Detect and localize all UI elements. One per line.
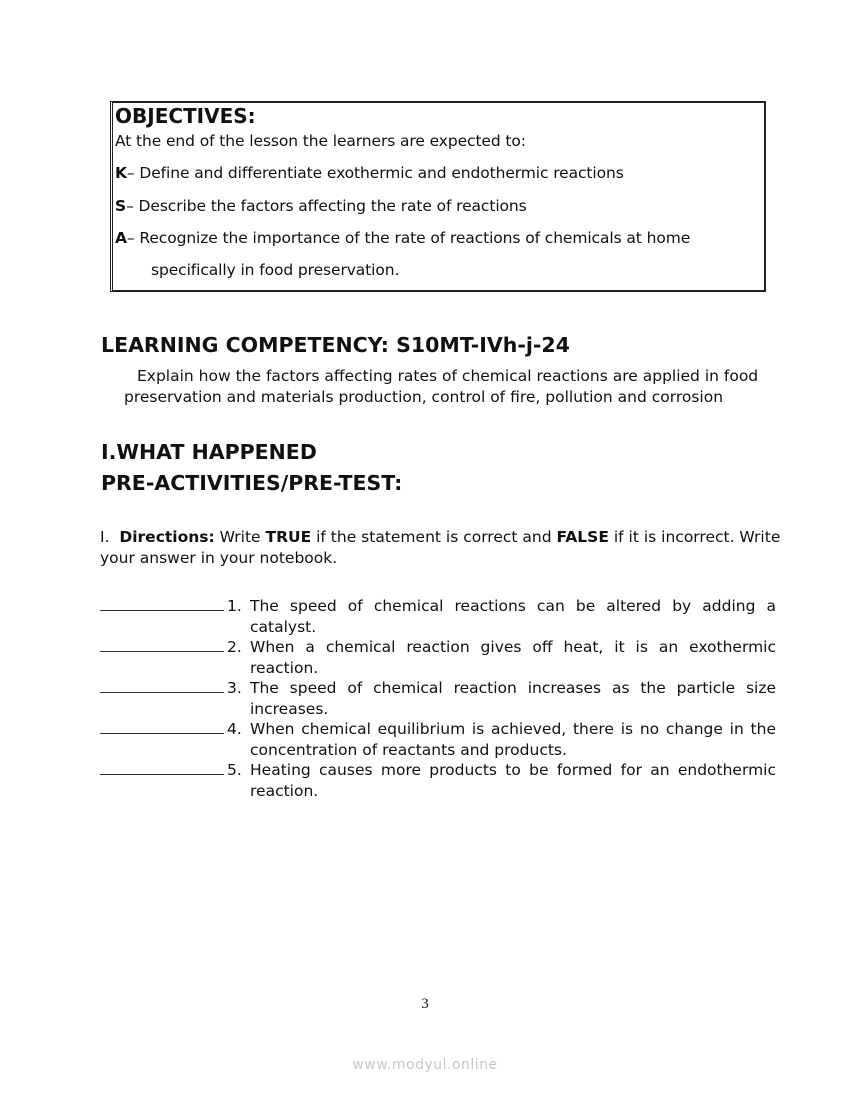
item-number: 1. bbox=[227, 597, 242, 615]
item-number: 4. bbox=[227, 720, 242, 738]
item-text bbox=[250, 596, 776, 637]
test-item bbox=[100, 760, 776, 801]
item-number: 5. bbox=[227, 761, 242, 779]
item-text bbox=[250, 637, 776, 678]
directions-text: if it is incorrect. Write bbox=[608, 528, 781, 546]
answer-blank[interactable] bbox=[100, 760, 224, 775]
answer-blank[interactable] bbox=[100, 637, 224, 652]
test-item bbox=[100, 637, 776, 678]
item-number: 2. bbox=[227, 638, 242, 656]
item-text-line: The speed of chemical reactions can be altered by adding a bbox=[250, 597, 776, 615]
item-text-continuation: reaction. bbox=[250, 781, 319, 800]
true-word: TRUE bbox=[265, 528, 312, 546]
objective-k bbox=[115, 164, 624, 182]
objective-a-continuation: specifically in food preservation. bbox=[151, 261, 400, 279]
page-number: 3 bbox=[421, 996, 429, 1012]
objective-text: – Define and differentiate exothermic and endothermic reactions bbox=[126, 164, 624, 182]
watermark: www.modyul.online bbox=[352, 1057, 498, 1073]
test-item bbox=[100, 719, 776, 760]
objective-a bbox=[115, 229, 690, 247]
objectives-title: OBJECTIVES: bbox=[115, 104, 256, 128]
objective-letter: S bbox=[115, 197, 127, 215]
objectives-intro: At the end of the lesson the learners are expected to: bbox=[115, 132, 526, 150]
directions-label: Directions: bbox=[119, 528, 215, 546]
answer-blank[interactable] bbox=[100, 596, 224, 611]
false-word: FALSE bbox=[556, 528, 609, 546]
objective-letter: K bbox=[115, 164, 127, 182]
answer-blank[interactable] bbox=[100, 719, 224, 734]
objective-s bbox=[115, 197, 527, 215]
directions-text: Write bbox=[214, 528, 266, 546]
item-text-continuation: catalyst. bbox=[250, 617, 317, 636]
item-text bbox=[250, 760, 776, 801]
item-text-continuation: increases. bbox=[250, 699, 329, 718]
item-text bbox=[250, 719, 776, 760]
test-item bbox=[100, 596, 776, 637]
directions-line-2: your answer in your notebook. bbox=[100, 549, 338, 567]
objective-letter: A bbox=[115, 229, 127, 247]
competency-heading: LEARNING COMPETENCY: S10MT-IVh-j-24 bbox=[101, 333, 570, 357]
competency-line-1: Explain how the factors affecting rates of chemical reactions are applied in food bbox=[137, 367, 759, 385]
directions bbox=[100, 528, 780, 546]
item-text-line: The speed of chemical reaction increases as the particle size bbox=[250, 679, 776, 697]
item-text-line: When chemical equilibrium is achieved, there is no change in the bbox=[250, 720, 776, 738]
objective-text: – Recognize the importance of the rate of reactions of chemicals at home bbox=[126, 229, 691, 247]
item-text-line: Heating causes more products to be formed for an endothermic bbox=[250, 761, 776, 779]
section-heading: I.WHAT HAPPENED bbox=[101, 440, 317, 464]
item-text-continuation: concentration of reactants and products. bbox=[250, 740, 567, 759]
item-text-line: When a chemical reaction gives off heat, it is an exothermic bbox=[250, 638, 776, 656]
item-number: 3. bbox=[227, 679, 242, 697]
pretest-heading: PRE-ACTIVITIES/PRE-TEST: bbox=[101, 471, 403, 495]
item-text-continuation: reaction. bbox=[250, 658, 319, 677]
answer-blank[interactable] bbox=[100, 678, 224, 693]
competency-line-2: preservation and materials production, control of fire, pollution and corrosion bbox=[124, 388, 724, 406]
directions-prefix: I. bbox=[100, 528, 110, 546]
item-text bbox=[250, 678, 776, 719]
objective-text: – Describe the factors affecting the rate of reactions bbox=[126, 197, 527, 215]
test-item bbox=[100, 678, 776, 719]
directions-text: if the statement is correct and bbox=[311, 528, 557, 546]
